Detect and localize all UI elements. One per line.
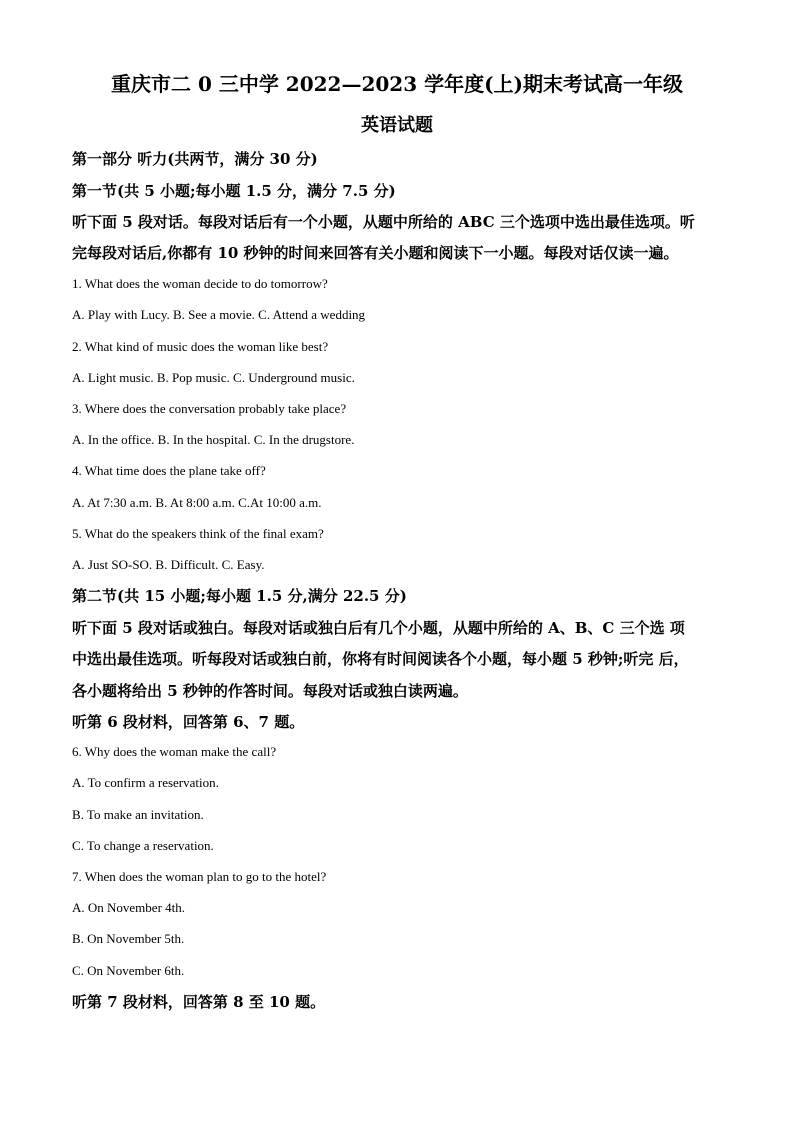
question-3-options: A. In the office. B. In the hospital. C. In the drugstore. xyxy=(72,432,355,447)
exam-subtitle: 英语试题 xyxy=(361,115,433,136)
part1-heading: 第一部分 听力(共两节，满分 30 分) xyxy=(72,150,318,168)
question-1-options: A. Play with Lucy. B. See a movie. C. Attend a wedding xyxy=(72,307,366,322)
section2-instruction-line-1: 听下面 5 段对话或独白。每段对话或独白后有几个小题，从题中所给的 A、B、C 三个选 项 xyxy=(72,619,685,637)
section2-instruction-line-2: 中选出最佳选项。听每段对话或独白前，你将有时间阅读各个小题，每小题 5 秒钟;听完 后， xyxy=(72,650,689,668)
section2-heading: 第二节(共 15 小题;每小题 1.5 分,满分 22.5 分) xyxy=(72,587,407,605)
question-6-option-a: A. To confirm a reservation. xyxy=(72,775,219,790)
question-7-option-b: B. On November 5th. xyxy=(72,931,185,946)
question-3-stem: 3. Where does the conversation probably take place? xyxy=(72,401,347,416)
material-7-heading: 听第 7 段材料，回答第 8 至 10 题。 xyxy=(72,993,326,1011)
question-2-options: A. Light music. B. Pop music. C. Underground music. xyxy=(72,370,355,385)
question-4-stem: 4. What time does the plane take off? xyxy=(72,463,266,478)
question-2-stem: 2. What kind of music does the woman like best? xyxy=(72,339,329,354)
section1-instruction-line-2: 完每段对话后,你都有 10 秒钟的时间来回答有关小题和阅读下一小题。每段对话仅读一遍。 xyxy=(72,244,679,262)
section2-instruction-line-3: 各小题将给出 5 秒钟的作答时间。每段对话或独白读两遍。 xyxy=(72,682,468,700)
question-6-option-b: B. To make an invitation. xyxy=(72,807,204,822)
question-1-stem: 1. What does the woman decide to do tomorrow? xyxy=(72,276,328,291)
question-7-option-c: C. On November 6th. xyxy=(72,963,185,978)
question-5-options: A. Just SO-SO. B. Difficult. C. Easy. xyxy=(72,557,265,572)
question-4-options: A. At 7:30 a.m. B. At 8:00 a.m. C.At 10:00 a.m. xyxy=(72,495,322,510)
question-5-stem: 5. What do the speakers think of the final exam? xyxy=(72,526,324,541)
section1-heading: 第一节(共 5 小题;每小题 1.5 分，满分 7.5 分) xyxy=(72,182,396,200)
question-6-stem: 6. Why does the woman make the call? xyxy=(72,744,277,759)
question-7-option-a: A. On November 4th. xyxy=(72,900,186,915)
section1-instruction-line-1: 听下面 5 段对话。每段对话后有一个小题，从题中所给的 ABC 三个选项中选出最佳选项。听 xyxy=(72,213,695,231)
material-6-heading: 听第 6 段材料，回答第 6、7 题。 xyxy=(72,713,305,731)
exam-title: 重庆市二 0 三中学 2022—2023 学年度(上)期末考试高一年级 xyxy=(110,72,684,96)
question-6-option-c: C. To change a reservation. xyxy=(72,838,214,853)
question-7-stem: 7. When does the woman plan to go to the hotel? xyxy=(72,869,327,884)
